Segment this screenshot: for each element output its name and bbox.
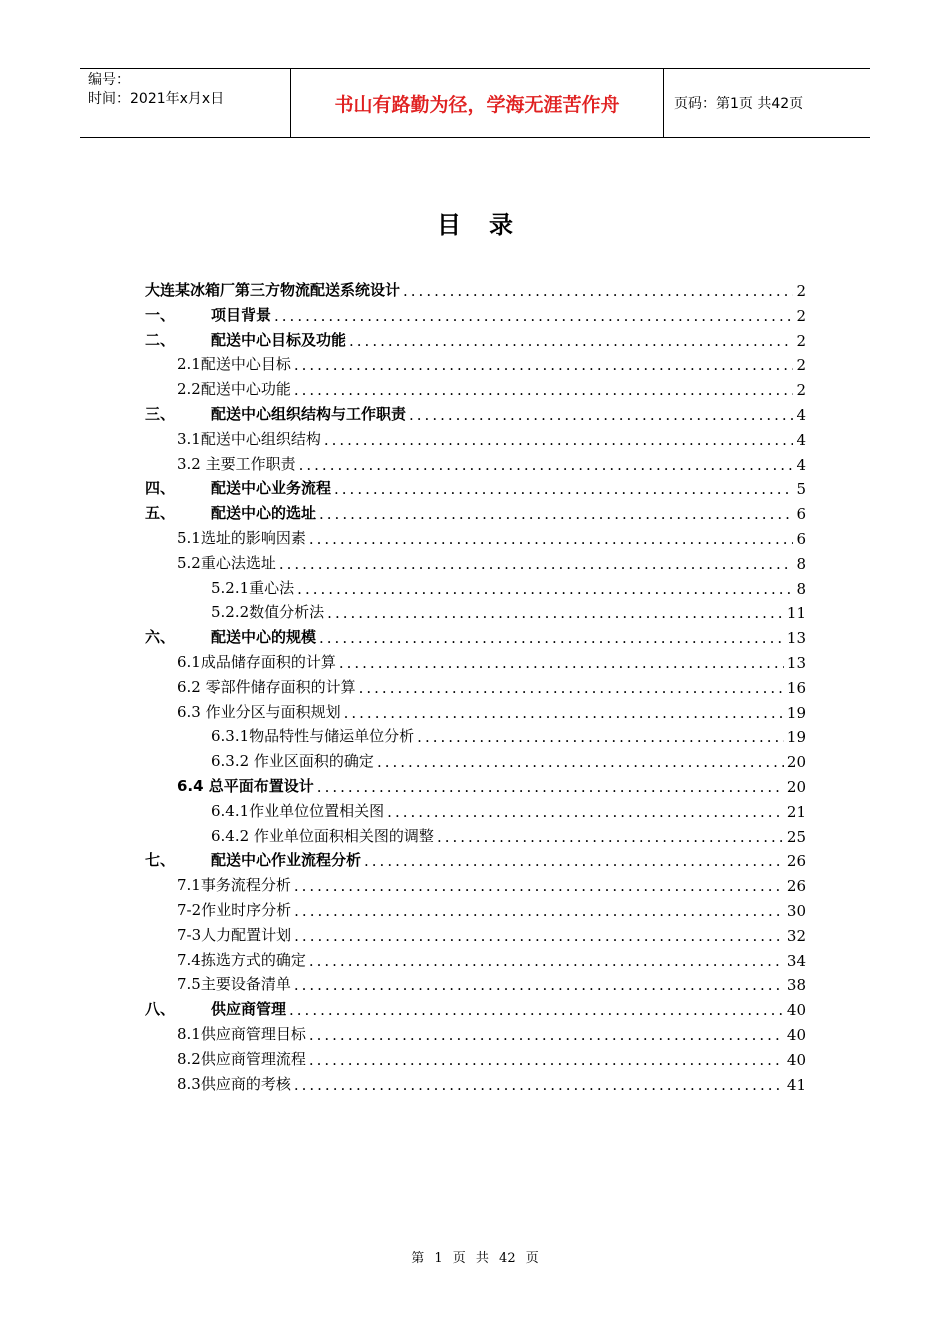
toc-entry-page: 26 (786, 852, 806, 870)
toc-entry[interactable] (211, 724, 806, 746)
toc-entry-number: 三、 (145, 405, 176, 423)
toc-dot-leader (344, 704, 784, 722)
toc-dot-leader (294, 1076, 784, 1094)
toc-entry[interactable] (145, 303, 806, 325)
toc-dot-leader (387, 803, 784, 821)
code-label: 编号： (88, 72, 130, 88)
header-page-label: 页码：第1页 共42页 (674, 96, 804, 112)
toc-entry-page: 6 (796, 505, 806, 523)
toc-entry-page: 4 (796, 406, 806, 424)
toc-entry-title: 7-2作业时序分析 (177, 901, 292, 919)
toc-dot-leader (309, 1026, 784, 1044)
toc-entry-title: 8.3供应商的考核 (177, 1075, 291, 1093)
toc-dot-leader (327, 604, 784, 622)
toc-entry[interactable] (177, 427, 806, 449)
toc-dot-leader (324, 431, 794, 449)
toc-entry-title: 6.2 零部件储存面积的计算 (177, 678, 356, 696)
toc-entry[interactable] (145, 328, 806, 350)
toc-entry[interactable] (177, 551, 806, 573)
toc-entry-page: 26 (786, 877, 806, 895)
toc-entry-page: 2 (796, 356, 806, 374)
toc-entry-page: 40 (786, 1026, 806, 1044)
toc-entry-page: 38 (786, 976, 806, 994)
toc-entry-page: 25 (786, 828, 806, 846)
toc-entry[interactable] (177, 352, 806, 374)
toc-entry-page: 2 (796, 282, 806, 300)
toc-dot-leader (309, 952, 784, 970)
toc-entry[interactable] (177, 972, 806, 994)
motto: 书山有路勤为径，学海无涯苦作舟 (290, 69, 664, 137)
toc-entry-title: 7.4拣选方式的确定 (177, 951, 306, 969)
toc-dot-leader (294, 927, 784, 945)
toc-entry[interactable] (177, 700, 806, 722)
toc-dot-leader (297, 580, 793, 598)
toc-entry-title: 7.1事务流程分析 (177, 876, 291, 894)
toc-entry-page: 6 (796, 530, 806, 548)
toc-entry-page: 21 (786, 803, 806, 821)
toc-dot-leader (309, 1051, 784, 1069)
toc-entry-page: 20 (786, 753, 806, 771)
toc-entry-page: 16 (786, 679, 806, 697)
toc-entry-title: 6.4 总平面布置设计 (177, 777, 314, 795)
toc-entry[interactable] (145, 501, 806, 523)
toc-entry-page: 19 (786, 704, 806, 722)
toc-entry-page: 8 (796, 580, 806, 598)
toc-entry[interactable] (177, 948, 806, 970)
toc-entry-page: 19 (786, 728, 806, 746)
toc-entry-page: 2 (796, 332, 806, 350)
toc-entry[interactable] (177, 526, 806, 548)
toc-entry-title: 6.4.2 作业单位面积相关图的调整 (211, 827, 434, 845)
toc-entry-page: 13 (786, 629, 806, 647)
toc-entry-title: 6.4.1作业单位位置相关图 (211, 802, 385, 820)
toc-entry-page: 34 (786, 952, 806, 970)
toc-dot-leader (364, 852, 784, 870)
toc-entry-title: 3.2 主要工作职责 (177, 455, 296, 473)
toc-entry-title: 配送中心目标及功能 (211, 331, 347, 349)
toc-entry-number: 一、 (145, 306, 176, 324)
toc-entry[interactable] (177, 377, 806, 399)
toc-entry[interactable] (145, 997, 806, 1019)
toc-entry-title: 配送中心业务流程 (211, 479, 332, 497)
toc-entry-title: 配送中心组织结构与工作职责 (211, 405, 407, 423)
toc-entry[interactable] (177, 923, 806, 945)
date-label: 时间：2021年x月x日 (88, 91, 225, 107)
toc-entry[interactable] (211, 799, 806, 821)
toc-dot-leader (359, 679, 784, 697)
toc-entry[interactable] (145, 402, 806, 424)
toc-entry-page: 30 (786, 902, 806, 920)
toc-entry-title: 6.3 作业分区与面积规划 (177, 703, 341, 721)
toc-dot-leader (349, 332, 793, 350)
toc-dot-leader (334, 480, 793, 498)
toc-dot-leader (309, 530, 794, 548)
toc-dot-leader (294, 976, 784, 994)
toc-dot-leader (417, 728, 784, 746)
toc-dot-leader (279, 555, 794, 573)
toc-entry-title: 7.5主要设备清单 (177, 975, 291, 993)
page-footer: 第 1 页 共 42 页 (411, 1251, 539, 1266)
toc-entry[interactable] (177, 898, 806, 920)
page-title: 目录 (437, 211, 541, 239)
toc-entry-page: 20 (786, 778, 806, 796)
toc-entry-title: 大连某冰箱厂第三方物流配送系统设计 (145, 281, 401, 299)
toc-entry-page: 8 (796, 555, 806, 573)
toc-entry-title: 5.1选址的影响因素 (177, 529, 306, 547)
toc-entry-title: 7-3人力配置计划 (177, 926, 292, 944)
toc-entry-page: 4 (796, 456, 806, 474)
toc-entry-number: 八、 (145, 1000, 176, 1018)
toc-entry[interactable] (211, 749, 806, 771)
toc-dot-leader (319, 629, 784, 647)
toc-dot-leader (319, 505, 793, 523)
toc-entry-title: 6.3.2 作业区面积的确定 (211, 752, 374, 770)
toc-dot-leader (294, 902, 784, 920)
toc-entry-title: 配送中心作业流程分析 (211, 851, 362, 869)
toc-dot-leader (294, 356, 794, 374)
toc-entry[interactable] (177, 774, 806, 796)
toc-dot-leader (403, 282, 793, 300)
toc-dot-leader (299, 456, 794, 474)
header-table (80, 68, 870, 138)
toc-entry[interactable] (211, 824, 806, 846)
toc-entry[interactable] (145, 848, 806, 870)
toc-entry-page: 41 (786, 1076, 806, 1094)
toc-entry-title: 项目背景 (211, 306, 272, 324)
toc-entry-page: 11 (786, 604, 806, 622)
toc-entry[interactable] (177, 1047, 806, 1069)
toc-dot-leader (409, 406, 793, 424)
toc-entry[interactable] (177, 1072, 806, 1094)
header-left-cell (80, 69, 290, 137)
toc-dot-leader (294, 877, 784, 895)
toc-entry-page: 4 (796, 431, 806, 449)
toc-entry-title: 2.2配送中心功能 (177, 380, 291, 398)
toc-entry-title: 5.2.1重心法 (211, 579, 295, 597)
toc-dot-leader (317, 778, 784, 796)
toc-entry[interactable] (145, 625, 806, 647)
toc-entry[interactable] (177, 873, 806, 895)
toc-entry-title: 2.1配送中心目标 (177, 355, 291, 373)
toc-entry-title: 配送中心的规模 (211, 628, 317, 646)
toc-entry-title: 8.2供应商管理流程 (177, 1050, 306, 1068)
toc-entry-title: 5.2.2数值分析法 (211, 603, 325, 621)
toc-entry-title: 6.1成品储存面积的计算 (177, 653, 336, 671)
toc-entry-page: 2 (796, 307, 806, 325)
toc-entry-page: 40 (786, 1001, 806, 1019)
toc-entry-page: 2 (796, 381, 806, 399)
toc-dot-leader (339, 654, 784, 672)
toc-entry-title: 供应商管理 (211, 1000, 287, 1018)
toc-entry-number: 四、 (145, 479, 176, 497)
toc-entry-number: 五、 (145, 504, 176, 522)
toc-entry[interactable] (177, 650, 806, 672)
toc-entry-number: 六、 (145, 628, 176, 646)
toc-entry-title: 3.1配送中心组织结构 (177, 430, 321, 448)
toc-dot-leader (437, 828, 784, 846)
toc-entry-page: 5 (796, 480, 806, 498)
toc-dot-leader (294, 381, 794, 399)
toc-entry-title: 5.2重心法选址 (177, 554, 276, 572)
toc-entry-number: 二、 (145, 331, 176, 349)
toc-entry[interactable] (211, 576, 806, 598)
toc-entry[interactable] (177, 452, 806, 474)
toc-entry[interactable] (211, 600, 806, 622)
toc-entry-page: 13 (786, 654, 806, 672)
toc-entry-title: 配送中心的选址 (211, 504, 317, 522)
toc-entry[interactable] (145, 476, 806, 498)
toc-dot-leader (274, 307, 793, 325)
toc-dot-leader (377, 753, 784, 771)
toc-entry-title: 8.1供应商管理目标 (177, 1025, 306, 1043)
toc-entry-page: 40 (786, 1051, 806, 1069)
toc-entry[interactable] (145, 278, 806, 300)
toc-dot-leader (289, 1001, 784, 1019)
toc-entry-page: 32 (786, 927, 806, 945)
toc-entry-number: 七、 (145, 851, 176, 869)
toc-entry-title: 6.3.1物品特性与储运单位分析 (211, 727, 415, 745)
toc-entry[interactable] (177, 675, 806, 697)
toc-entry[interactable] (177, 1022, 806, 1044)
